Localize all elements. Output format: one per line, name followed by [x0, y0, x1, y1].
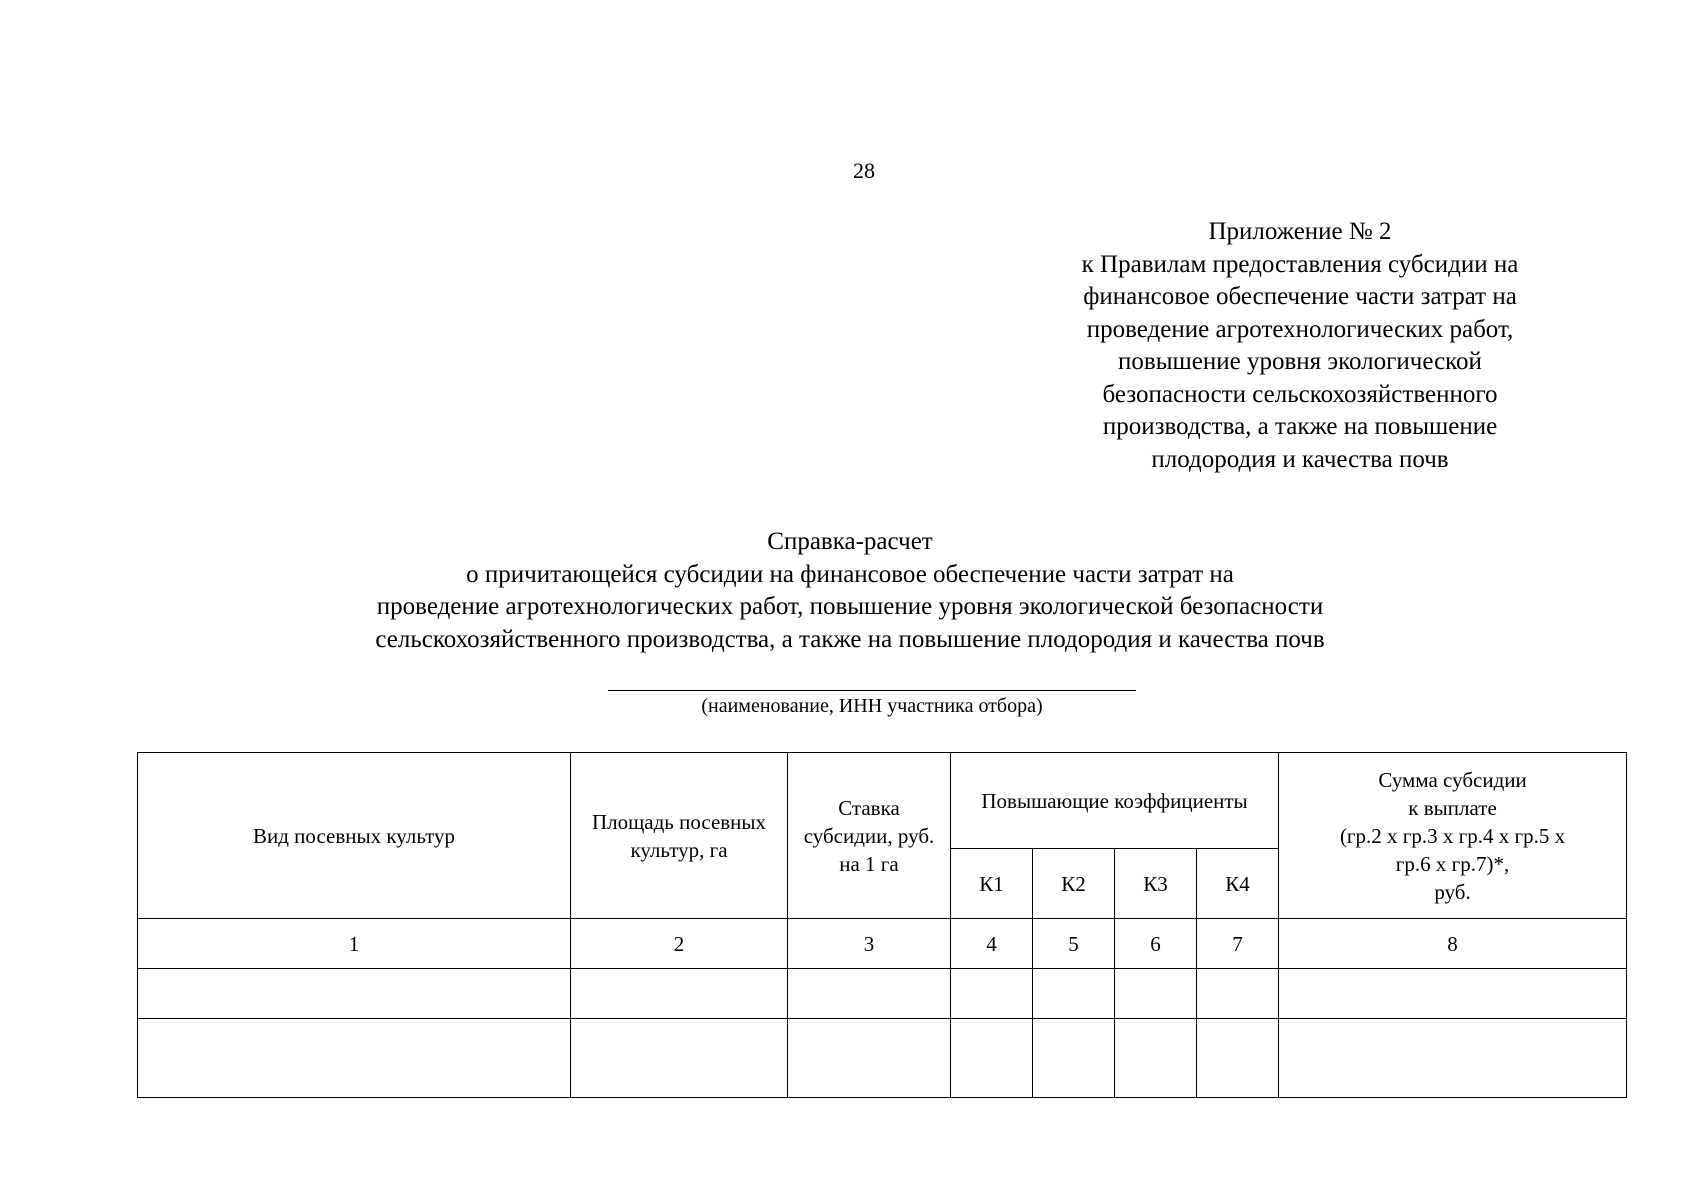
- title-line: сельскохозяйственного производства, а также на повышение плодородия и качества почв: [375, 625, 1325, 653]
- header-sum-line: руб.: [1434, 879, 1471, 904]
- participant-caption: (наименование, ИНН участника отбора): [701, 695, 1043, 717]
- table-cell: [788, 969, 951, 1019]
- appendix-line: повышение уровня экологической: [1118, 348, 1482, 375]
- appendix-line: проведение агротехнологических работ,: [1086, 315, 1514, 343]
- title-line: о причитающейся субсидии на финансовое обеспечение части затрат на: [466, 560, 1234, 588]
- appendix-line: плодородия и качества почв: [1151, 445, 1449, 473]
- table-cell: [1279, 1019, 1627, 1098]
- table-cell: [138, 969, 571, 1019]
- participant-name-line: [608, 690, 1136, 691]
- column-number: 3: [788, 919, 951, 969]
- table-cell: [951, 969, 1033, 1019]
- header-sum-line: к выплате: [1408, 795, 1497, 820]
- table-cell: [571, 969, 788, 1019]
- appendix-line: производства, а также на повышение: [1102, 413, 1498, 440]
- table-cell: [1197, 969, 1279, 1019]
- header-subsidy-sum: [1279, 753, 1627, 919]
- column-number: 8: [1279, 919, 1627, 969]
- appendix-line: к Правилам предоставления субсидии на: [1081, 250, 1519, 278]
- appendix-reference: [1055, 216, 1545, 476]
- title-line: проведение агротехнологических работ, повышение уровня экологической безопасности: [376, 593, 1324, 620]
- column-number: 2: [571, 919, 788, 969]
- table-cell: [1197, 1019, 1279, 1098]
- column-number-row: [138, 919, 1627, 969]
- column-number: 7: [1197, 919, 1279, 969]
- table-cell: [1279, 969, 1627, 1019]
- header-sum-line: гр.6 х гр.7)*,: [1395, 851, 1510, 876]
- header-k3: К3: [1115, 849, 1197, 919]
- table-cell: [1115, 1019, 1197, 1098]
- header-k1: К1: [951, 849, 1033, 919]
- header-k4: К4: [1197, 849, 1279, 919]
- document-title: [250, 526, 1450, 656]
- column-number: 5: [1033, 919, 1115, 969]
- appendix-line: Приложение № 2: [1208, 218, 1392, 245]
- header-sum-line: (гр.2 х гр.3 х гр.4 х гр.5 х: [1339, 823, 1566, 848]
- table-row: [138, 1019, 1627, 1098]
- calculation-table: [137, 752, 1627, 1098]
- table-cell: [1115, 969, 1197, 1019]
- table-cell: [1033, 969, 1115, 1019]
- column-number: 1: [138, 919, 571, 969]
- table-row: [138, 969, 1627, 1019]
- table-cell: [138, 1019, 571, 1098]
- table-cell: [951, 1019, 1033, 1098]
- header-k2: К2: [1033, 849, 1115, 919]
- header-rate: Ставка субсидии, руб. на 1 га: [788, 753, 951, 919]
- column-number: 4: [951, 919, 1033, 969]
- table-cell: [1033, 1019, 1115, 1098]
- header-area: Площадь посевных культур, га: [571, 753, 788, 919]
- appendix-line: безопасности сельскохозяйственного: [1102, 380, 1498, 408]
- appendix-line: финансовое обеспечение части затрат на: [1083, 283, 1517, 310]
- column-number: 6: [1115, 919, 1197, 969]
- page-number: 28: [853, 158, 875, 183]
- header-row: [138, 753, 1627, 849]
- header-sum-line: Сумма субсидии: [1378, 767, 1527, 792]
- header-crop-type: Вид посевных культур: [138, 753, 571, 919]
- table-cell: [571, 1019, 788, 1098]
- header-coefficients: Повышающие коэффициенты: [951, 753, 1279, 849]
- title-line: Справка-расчет: [767, 528, 933, 555]
- table-cell: [788, 1019, 951, 1098]
